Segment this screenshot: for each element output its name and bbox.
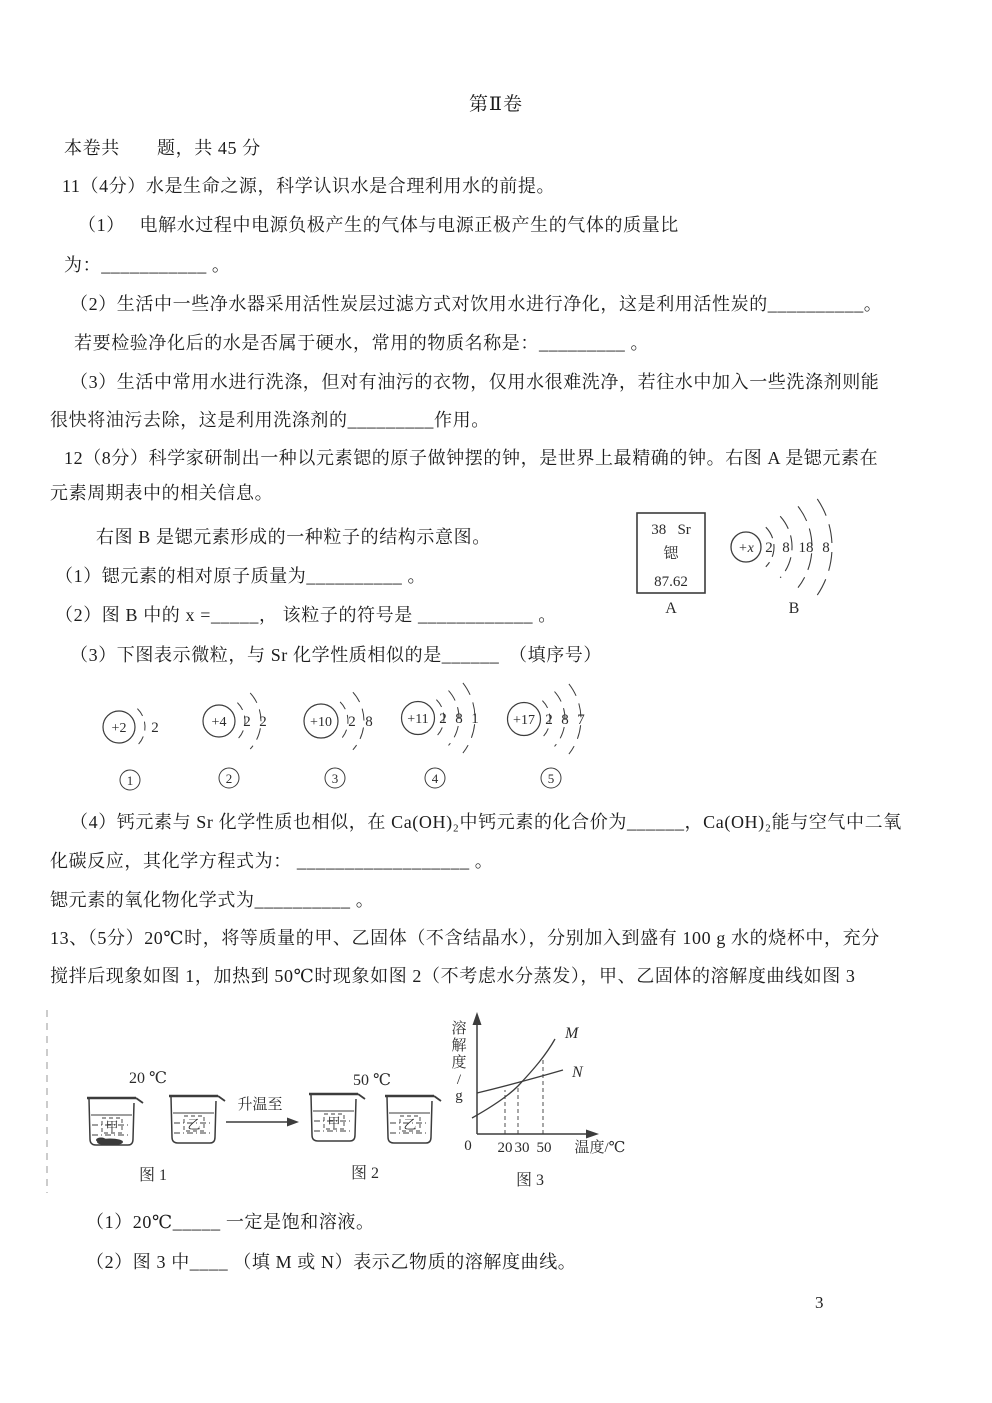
ion-shell-2: 8 xyxy=(782,540,790,556)
element-number-symbol: 38 Sr xyxy=(651,522,691,538)
ion-figure-label: B xyxy=(788,600,800,617)
particle-5-shell-1: 2 xyxy=(545,712,553,728)
y-axis-char: 度 xyxy=(451,1055,467,1071)
strontium-info-figure xyxy=(618,498,843,623)
element-box-label: A xyxy=(665,600,677,617)
q12-part1: （1）锶元素的相对原子质量为__________ 。 xyxy=(55,566,427,586)
q12-stem-line1: 12（8分）科学家研制出一种以元素锶的原子做钟摆的钟，是世界上最精确的钟。右图 A 是锶元素在 xyxy=(64,448,879,468)
fig1-caption: 图 1 xyxy=(138,1167,168,1184)
particle-1-index: 1 xyxy=(126,773,134,788)
fig2-caption: 图 2 xyxy=(350,1165,380,1182)
q13-stem-line2: 搅拌后现象如图 1，加热到 50℃时现象如图 2（不考虑水分蒸发），甲、乙固体的溶解度曲线如图 3 xyxy=(50,966,856,986)
fig2-temperature: 50 ℃ xyxy=(353,1072,391,1089)
particle-4-shell-3: 1 xyxy=(471,711,479,727)
q11-part1-line2: 为：___________ 。 xyxy=(64,255,231,275)
particle-3-index: 3 xyxy=(331,771,339,786)
tick-30: 30 xyxy=(514,1140,530,1156)
y-axis-char: 溶 xyxy=(451,1021,467,1037)
fig2-beaker-yi-label: 乙 xyxy=(403,1117,417,1132)
particle-1-shell-1: 2 xyxy=(151,720,159,736)
y-axis-char: / xyxy=(456,1072,462,1088)
tick-20: 20 xyxy=(497,1140,513,1156)
q11-part2-line1: （2）生活中一些净水器采用活性炭层过滤方式对饮用水进行净化，这是利用活性炭的__________。 xyxy=(70,294,883,314)
q12-stem-line2: 元素周期表中的相关信息。 xyxy=(50,483,274,503)
curve-M xyxy=(472,1039,555,1118)
curve-N xyxy=(477,1070,563,1093)
q12-part4-line1: （4）钙元素与 Sr 化学性质也相似，在 Ca(OH)₂中钙元素的化合价为______，Ca(OH)₂能与空气中二氧 xyxy=(70,812,902,832)
particle-2 xyxy=(203,693,267,788)
curve-N-label: N xyxy=(572,1064,583,1081)
particle-2-shell-1: 2 xyxy=(243,714,251,730)
fig1-beaker-jia-label: 甲 xyxy=(105,1119,119,1134)
particle-4-shell-2: 8 xyxy=(455,711,463,727)
particle-diagrams-figure xyxy=(85,683,630,798)
experiment-figures xyxy=(38,1005,643,1200)
particle-5-shell-3: 7 xyxy=(577,712,585,728)
arrow-label: 升温至 xyxy=(237,1097,283,1113)
particle-4 xyxy=(402,683,479,788)
ion-shell-1: 2 xyxy=(765,540,773,556)
particle-1-nucleus: +2 xyxy=(111,721,127,736)
particle-3-nucleus: +10 xyxy=(310,715,332,730)
fig3-caption: 图 3 xyxy=(515,1172,545,1189)
particle-4-nucleus: +11 xyxy=(407,712,429,727)
q13-part2: （2）图 3 中____ （填 M 或 N）表示乙物质的溶解度曲线。 xyxy=(86,1252,577,1272)
fig2-beaker-jia-label: 甲 xyxy=(327,1115,341,1130)
figure-1 xyxy=(87,1070,225,1184)
q13-stem-line1: 13、（5分）20℃时，将等质量的甲、乙固体（不含结晶水），分别加入到盛有 100 g 水的烧杯中，充分 xyxy=(50,928,880,948)
volume-note: 本卷共 题，共 45 分 xyxy=(64,138,261,158)
q11-stem: 11（4分）水是生命之源，科学认识水是合理利用水的前提。 xyxy=(62,176,556,196)
element-name: 锶 xyxy=(663,546,679,562)
figure-3-solubility-chart xyxy=(451,1012,625,1189)
figure-2 xyxy=(309,1072,441,1182)
particle-5 xyxy=(508,684,586,788)
particle-3 xyxy=(304,692,373,788)
heating-arrow xyxy=(226,1096,299,1127)
particle-1 xyxy=(103,709,159,790)
x-axis-arrow xyxy=(586,1130,599,1139)
q12-intro-b: 右图 B 是锶元素形成的一种粒子的结构示意图。 xyxy=(96,527,491,547)
ion-structure-b xyxy=(731,499,832,617)
origin-label: 0 xyxy=(464,1138,472,1154)
q12-part3: （3）下图表示微粒，与 Sr 化学性质相似的是______ （填序号） xyxy=(70,645,603,665)
tick-50: 50 xyxy=(536,1140,552,1156)
particle-5-index: 5 xyxy=(547,771,555,786)
ion-nucleus-charge: +x xyxy=(738,541,754,556)
q13-part1: （1）20℃_____ 一定是饱和溶液。 xyxy=(86,1212,375,1232)
q12-part2: （2）图 B 中的 x =_____， 该粒子的符号是 ____________ 。 xyxy=(55,605,557,625)
q12-part4-line2: 化碳反应，其化学方程式为： __________________ 。 xyxy=(50,851,494,871)
y-axis-arrow xyxy=(473,1012,482,1025)
particle-3-shell-2: 8 xyxy=(365,714,373,730)
q11-part1-line1: （1） 电解水过程中电源负极产生的气体与电源正极产生的气体的质量比 xyxy=(78,215,679,235)
ion-shell-4: 8 xyxy=(822,540,830,556)
page-title: 第Ⅱ卷 xyxy=(469,94,523,115)
particle-2-nucleus: +4 xyxy=(211,715,227,730)
particle-2-index: 2 xyxy=(225,771,233,786)
fig1-temperature: 20 ℃ xyxy=(129,1070,167,1087)
y-axis-char: 解 xyxy=(451,1038,467,1054)
page-number: 3 xyxy=(815,1293,825,1312)
q12-part4-line3: 锶元素的氧化物化学式为__________ 。 xyxy=(50,890,375,910)
q11-part3-line2: 很快将油污去除，这是利用洗涤剂的_________作用。 xyxy=(50,410,490,430)
particle-5-nucleus: +17 xyxy=(513,713,535,728)
curve-M-label: M xyxy=(565,1025,579,1042)
particle-5-shell-2: 8 xyxy=(561,712,569,728)
q11-part2-line2: 若要检验净化后的水是否属于硬水，常用的物质名称是：_________ 。 xyxy=(74,333,650,353)
q11-part3-line1: （3）生活中常用水进行洗涤，但对有油污的衣物，仅用水很难洗净，若往水中加入一些洗涤剂则能 xyxy=(70,372,880,392)
element-mass: 87.62 xyxy=(654,574,688,590)
particle-4-shell-1: 2 xyxy=(439,711,447,727)
y-axis-char: g xyxy=(455,1088,463,1104)
particle-4-index: 4 xyxy=(431,771,439,786)
element-box xyxy=(637,513,705,617)
particle-2-shell-2: 2 xyxy=(259,714,267,730)
particle-3-shell-1: 2 xyxy=(348,714,356,730)
x-axis-label: 温度/℃ xyxy=(574,1140,626,1156)
ion-shell-3: 18 xyxy=(798,540,814,556)
fig1-beaker-yi-label: 乙 xyxy=(187,1117,201,1132)
